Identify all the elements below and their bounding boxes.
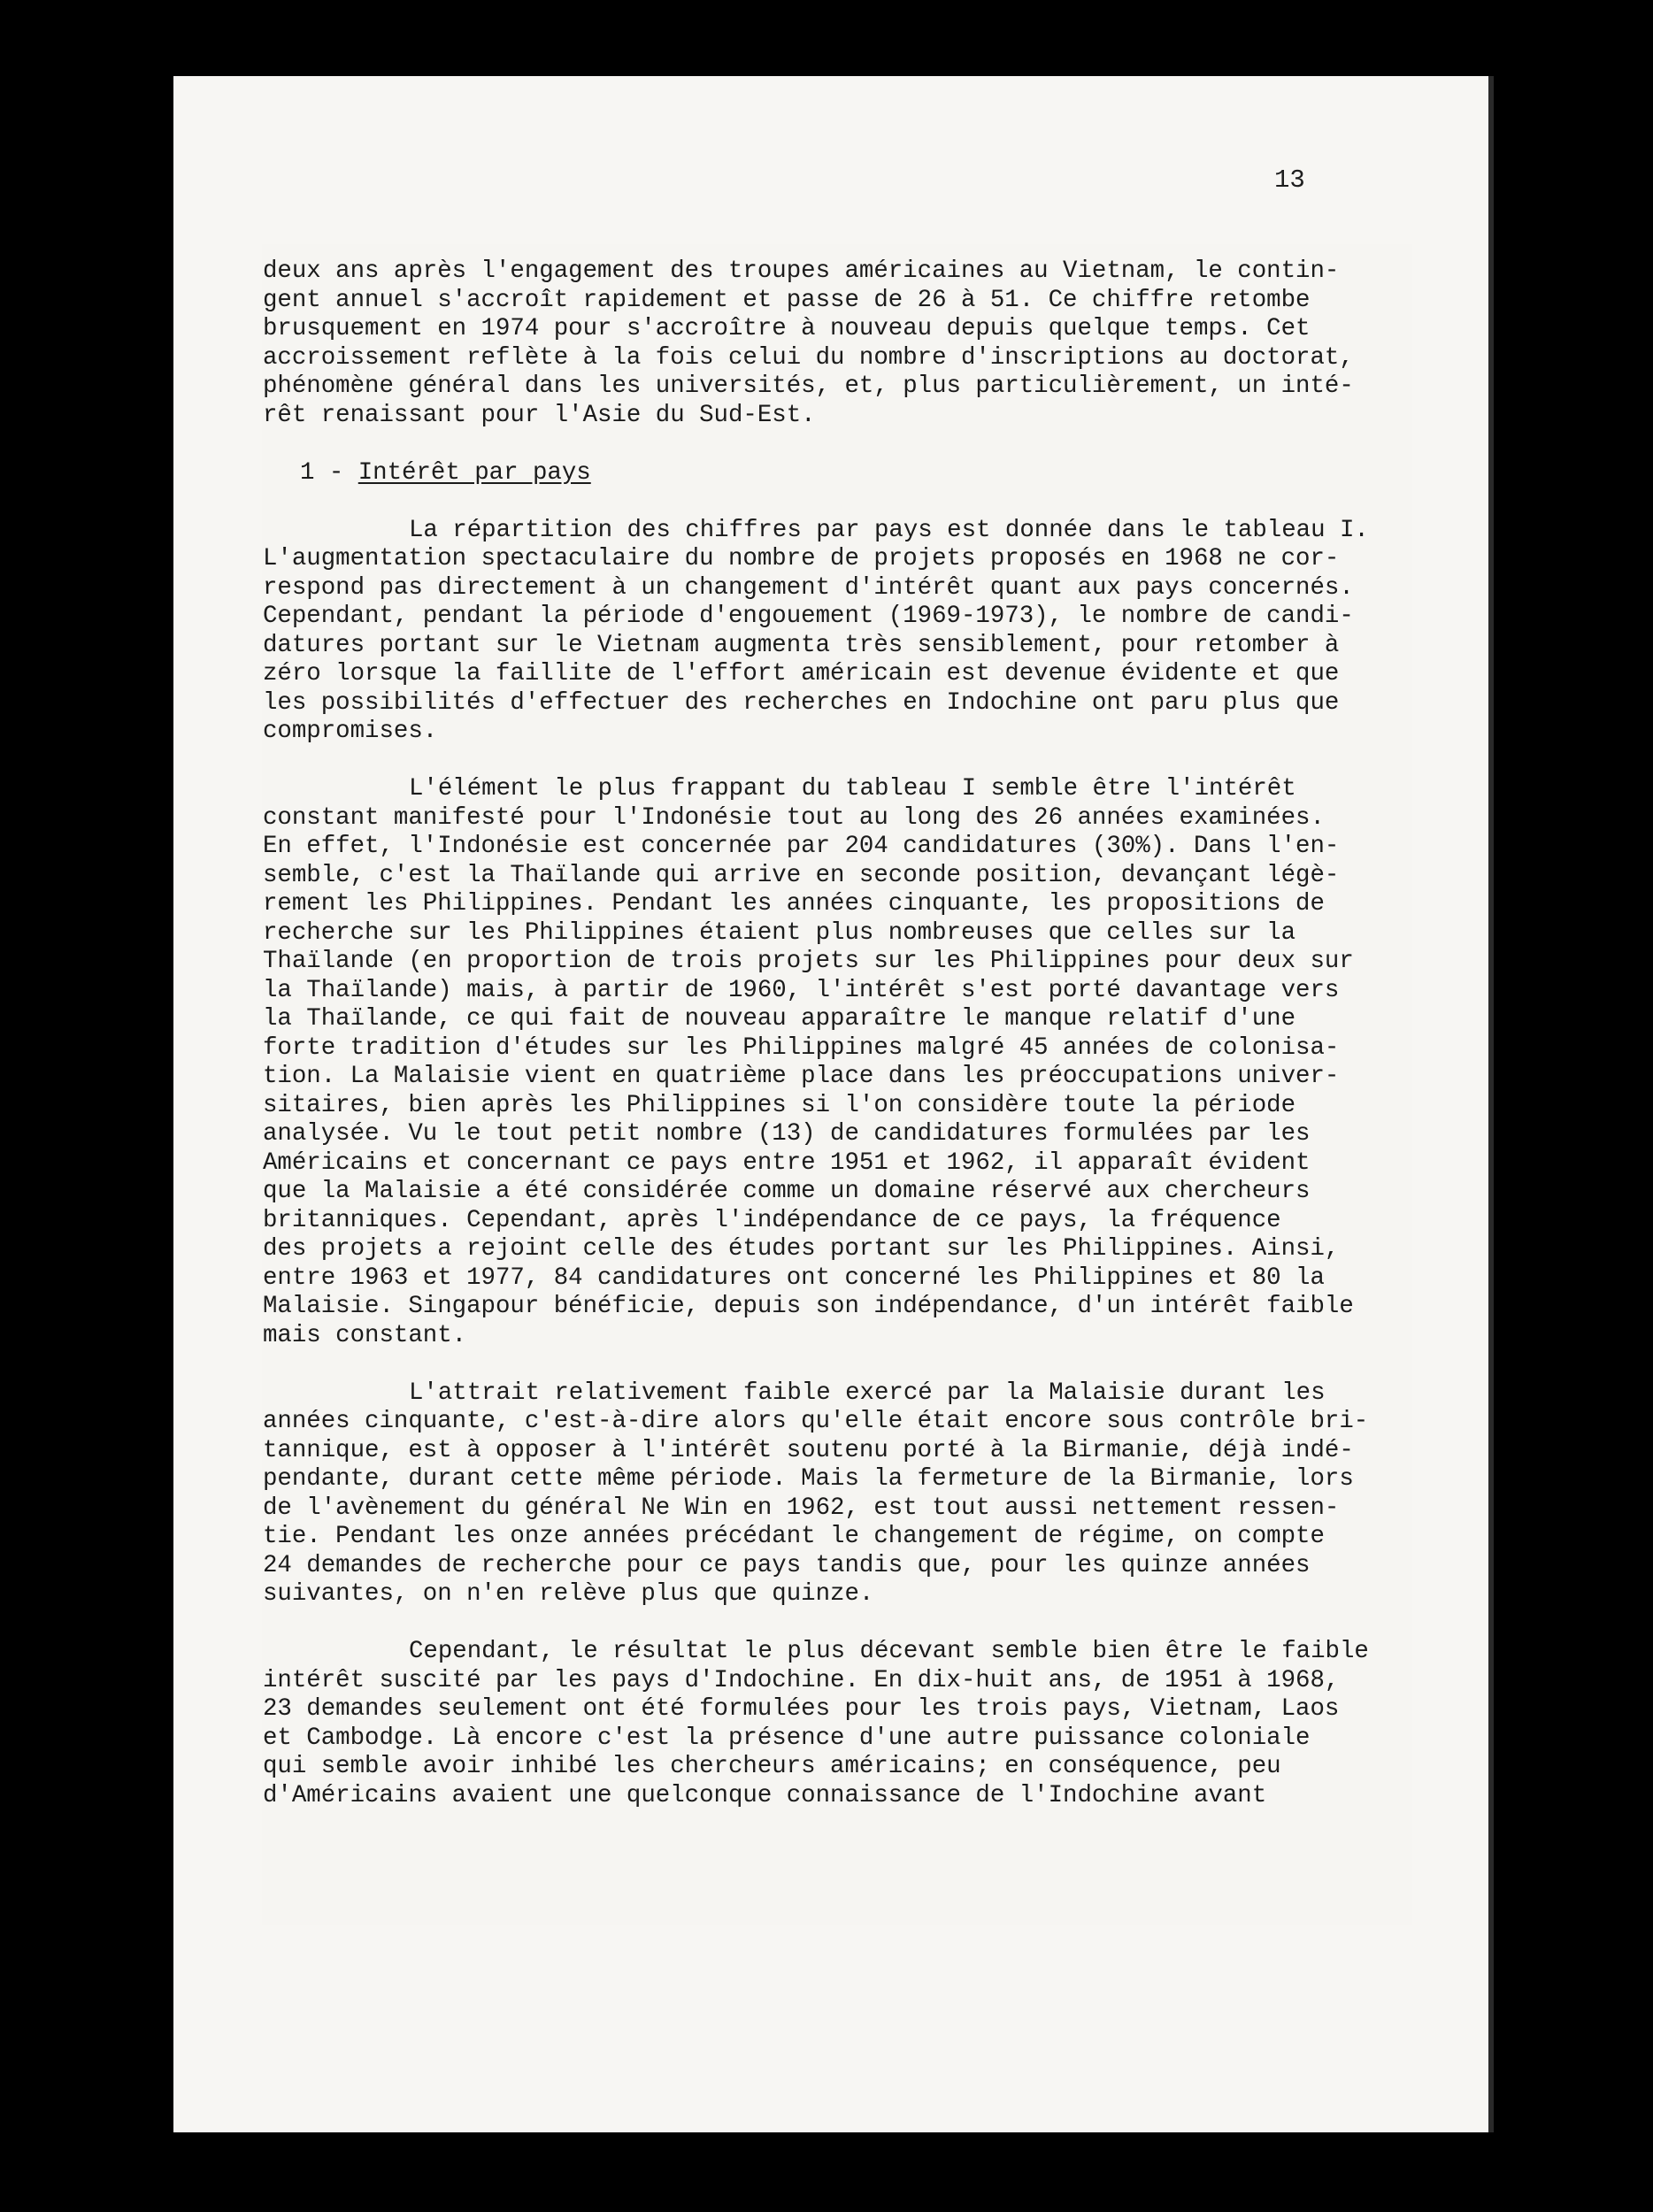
- text-line: La répartition des chiffres par pays est donnée dans le tableau I.: [409, 516, 1369, 544]
- text-line: suivantes, on n'en relève plus que quinze.: [263, 1580, 874, 1608]
- text-line: entre 1963 et 1977, 84 candidatures ont concerné les Philippines et 80 la: [263, 1263, 1325, 1292]
- text-line: qui semble avoir inhibé les chercheurs américains; en conséquence, peu: [263, 1753, 1281, 1780]
- section-number: 1 -: [300, 458, 358, 487]
- paragraph-indonesie: [263, 775, 1413, 1350]
- text-line: phénomène général dans les universités, et, plus particulièrement, un inté-: [263, 373, 1354, 400]
- text-line: de l'avènement du général Ne Win en 1962, est tout aussi nettement ressen-: [263, 1494, 1340, 1522]
- text-line: accroissement reflète à la fois celui du nombre d'inscriptions au doctorat,: [263, 343, 1354, 372]
- page-number: 13: [1274, 165, 1305, 195]
- text-line: rement les Philippines. Pendant les années cinquante, les propositions de: [263, 890, 1325, 918]
- text-line: et Cambodge. Là encore c'est la présence d'une autre puissance coloniale: [263, 1724, 1311, 1752]
- text-line: L'attrait relativement faible exercé par la Malaisie durant les: [409, 1379, 1326, 1407]
- text-line: semble, c'est la Thaïlande qui arrive en seconde position, devançant légè-: [263, 861, 1340, 889]
- text-line: compromises.: [263, 718, 438, 745]
- paragraph-repartition: [263, 517, 1413, 747]
- text-line: que la Malaisie a été considérée comme un domaine réservé aux chercheurs: [263, 1178, 1311, 1205]
- text-line: mais constant.: [263, 1321, 467, 1349]
- text-line: analysée. Vu le tout petit nombre (13) de candidatures formulées par les: [263, 1120, 1311, 1148]
- text-line: Américains et concernant ce pays entre 1951 et 1962, il apparaît évident: [263, 1148, 1311, 1177]
- text-line: d'Américains avaient une quelconque connaissance de l'Indochine avant: [263, 1781, 1267, 1809]
- text-line: rêt renaissant pour l'Asie du Sud-Est.: [263, 401, 816, 429]
- text-line: respond pas directement à un changement d'intérêt quant aux pays concernés.: [263, 573, 1354, 602]
- text-line: tannique, est à opposer à l'intérêt soutenu porté à la Birmanie, déjà indé-: [263, 1436, 1354, 1464]
- text-line: tie. Pendant les onze années précédant le changement de régime, on compte: [263, 1523, 1325, 1550]
- text-line: les possibilités d'effectuer des recherches en Indochine ont paru plus que: [263, 688, 1340, 717]
- text-line: des projets a rejoint celle des études portant sur les Philippines. Ainsi,: [263, 1235, 1340, 1263]
- text-line: pendante, durant cette même période. Mais la fermeture de la Birmanie, lors: [263, 1465, 1354, 1493]
- text-line: sitaires, bien après les Philippines si l'on considère toute la période: [263, 1091, 1296, 1119]
- document-page: [173, 76, 1488, 2132]
- text-line: la Thaïlande, ce qui fait de nouveau apparaître le manque relatif d'une: [263, 1005, 1296, 1033]
- section-title: Intérêt par pays: [358, 458, 591, 487]
- text-line: britanniques. Cependant, après l'indépendance de ce pays, la fréquence: [263, 1206, 1281, 1234]
- text-line: deux ans après l'engagement des troupes américaines au Vietnam, le contin-: [263, 257, 1340, 285]
- paragraph-indochine: [263, 1638, 1413, 1810]
- text-line: intérêt suscité par les pays d'Indochine. En dix-huit ans, de 1951 à 1968,: [263, 1666, 1340, 1694]
- text-line: Malaisie. Singapour bénéficie, depuis son indépendance, d'un intérêt faible: [263, 1293, 1354, 1320]
- text-line: 23 demandes seulement ont été formulées pour les trois pays, Vietnam, Laos: [263, 1695, 1340, 1723]
- body-text: [263, 257, 1413, 1810]
- text-line: zéro lorsque la faillite de l'effort américain est devenue évidente et que: [263, 660, 1340, 687]
- text-line: tion. La Malaisie vient en quatrième place dans les préoccupations univer-: [263, 1063, 1340, 1090]
- text-line: gent annuel s'accroît rapidement et passe de 26 à 51. Ce chiffre retombe: [263, 286, 1311, 314]
- text-line: L'augmentation spectaculaire du nombre de projets proposés en 1968 ne cor-: [263, 545, 1340, 572]
- text-line: datures portant sur le Vietnam augmenta très sensiblement, pour retomber à: [263, 631, 1340, 659]
- text-line: En effet, l'Indonésie est concernée par 204 candidatures (30%). Dans l'en-: [263, 833, 1340, 860]
- text-line: la Thaïlande) mais, à partir de 1960, l'intérêt s'est porté davantage vers: [263, 976, 1340, 1004]
- text-line: brusquement en 1974 pour s'accroître à nouveau depuis quelque temps. Cet: [263, 315, 1311, 342]
- text-line: recherche sur les Philippines étaient plus nombreuses que celles sur la: [263, 918, 1296, 947]
- text-line: Thaïlande (en proportion de trois projets sur les Philippines pour deux sur: [263, 948, 1354, 975]
- text-line: forte tradition d'études sur les Philippines malgré 45 années de colonisa-: [263, 1033, 1340, 1062]
- paragraph-birmanie: [263, 1379, 1413, 1609]
- paragraph-intro: [263, 257, 1413, 430]
- text-line: Cependant, pendant la période d'engouement (1969-1973), le nombre de candi-: [263, 603, 1354, 630]
- text-line: années cinquante, c'est-à-dire alors qu'elle était encore sous contrôle bri-: [263, 1408, 1369, 1435]
- text-line: 24 demandes de recherche pour ce pays tandis que, pour les quinze années: [263, 1551, 1311, 1579]
- text-line: L'élément le plus frappant du tableau I semble être l'intérêt: [409, 775, 1296, 803]
- text-line: Cependant, le résultat le plus décevant semble bien être le faible: [409, 1638, 1369, 1665]
- text-line: constant manifesté pour l'Indonésie tout au long des 26 années examinées.: [263, 803, 1325, 832]
- section-heading: [263, 459, 1413, 488]
